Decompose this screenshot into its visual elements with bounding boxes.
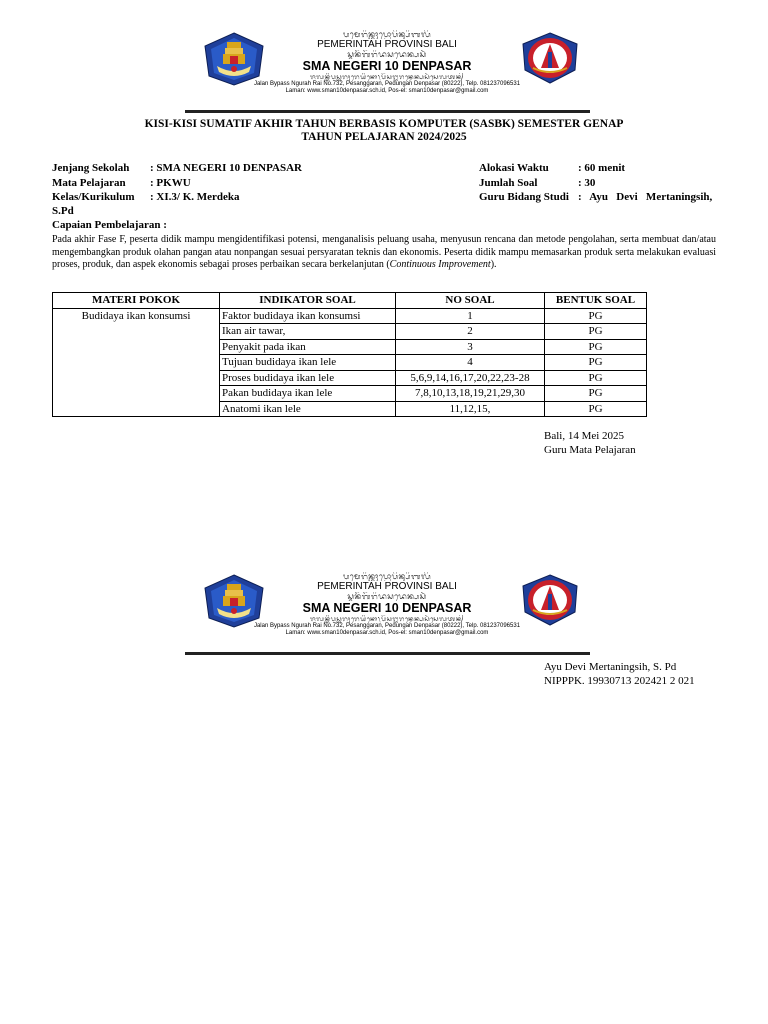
bentuk-soal-cell: PG <box>545 401 647 417</box>
province-name: PEMERINTAH PROVINSI BALI <box>317 581 457 592</box>
col-header-no-soal: NO SOAL <box>396 293 545 309</box>
letterhead-divider <box>185 110 590 113</box>
no-soal-cell: 11,12,15, <box>396 401 545 417</box>
school-name: SMA NEGERI 10 DENPASAR <box>302 601 472 615</box>
bentuk-soal-cell: PG <box>545 308 647 324</box>
no-soal-cell: 2 <box>396 324 545 340</box>
school-address: Jalan Bypass Ngurah Rai No.732, Pesanggaran, Pedungan Denpasar (80222), Telp. 081237096531 <box>253 623 521 629</box>
bentuk-soal-cell: PG <box>545 386 647 402</box>
indikator-cell: Proses budidaya ikan lele <box>220 370 396 386</box>
kisi-kisi-table <box>52 292 647 417</box>
signature-role: Guru Mata Pelajaran <box>544 444 636 456</box>
letterhead-repeat <box>185 572 590 654</box>
bentuk-soal-cell: PG <box>545 324 647 340</box>
balinese-script-line: ᬲ᭄ᬫᬦᭂᬕᭂᬭᬶᬤᬲᬤᬾᬦ᭄ᬧᬲᬃ <box>347 50 427 59</box>
kelas-value: : XI.3/ K. Merdeka <box>150 191 240 203</box>
school-website: Laman: www.sman10denpasar.sch.id, Pos-el: sman10denpasar@gmail.com <box>285 88 489 94</box>
capaian-paragraph <box>52 234 716 272</box>
jenjang-label: Jenjang Sekolah <box>52 162 130 174</box>
bentuk-soal-cell: PG <box>545 355 647 371</box>
document-title <box>52 118 716 144</box>
bentuk-soal-cell: PG <box>545 339 647 355</box>
school-logo-icon <box>521 574 579 626</box>
guru-value-continued: S.Pd <box>52 205 74 217</box>
jumlah-label: Jumlah Soal <box>479 177 538 189</box>
jumlah-value: : 30 <box>578 177 596 189</box>
balinese-script-line: ᬧᬫᬾᬭᬶᬦ᭄ᬢᬄᬧ᭄ᬭᭀᬧᬶᬦ᭄ᬲᬶᬩᬮᬶ <box>342 30 432 39</box>
no-soal-cell: 5,6,9,14,16,17,20,22,23-28 <box>396 370 545 386</box>
table-row <box>53 308 647 324</box>
col-header-indikator: INDIKATOR SOAL <box>220 293 396 309</box>
letterhead-text <box>241 30 533 95</box>
no-soal-cell: 4 <box>396 355 545 371</box>
no-soal-cell: 1 <box>396 308 545 324</box>
school-name: SMA NEGERI 10 DENPASAR <box>302 59 472 73</box>
table-header-row <box>53 293 647 309</box>
letterhead <box>185 30 590 112</box>
signature-name: Ayu Devi Mertaningsih, S. Pd <box>544 661 677 673</box>
indikator-cell: Tujuan budidaya ikan lele <box>220 355 396 371</box>
signature-place-date: Bali, 14 Mei 2025 <box>544 430 625 442</box>
school-address: Jalan Bypass Ngurah Rai No.732, Pesanggaran, Pedungan Denpasar (80222), Telp. 081237096531 <box>253 81 521 87</box>
col-header-bentuk-soal: BENTUK SOAL <box>545 293 647 309</box>
indikator-cell: Ikan air tawar, <box>220 324 396 340</box>
signature-nip: NIPPPK. 19930713 202421 2 021 <box>544 675 695 687</box>
indikator-cell: Penyakit pada ikan <box>220 339 396 355</box>
guru-label: Guru Bidang Studi <box>479 191 569 203</box>
no-soal-cell: 7,8,10,13,18,19,21,29,30 <box>396 386 545 402</box>
materi-cell: Budidaya ikan konsumsi <box>53 308 220 417</box>
letterhead-text <box>241 572 533 637</box>
title-line-1: KISI-KISI SUMATIF AKHIR TAHUN BERBASIS KOMPUTER (SASBK) SEMESTER GENAP <box>144 118 624 130</box>
alokasi-value: : 60 menit <box>578 162 626 174</box>
school-logo-icon <box>521 32 579 84</box>
province-name: PEMERINTAH PROVINSI BALI <box>317 39 457 50</box>
indikator-cell: Anatomi ikan lele <box>220 401 396 417</box>
balinese-script-line: ᬚᬮᬦ᭄ᬩᬶᬧᬲ᭄ᬗᬸᬭᬄᬭᬾᬬᬶᬦᭀ᭞ᬧᭂᬲᬗ᭄ᬕᬭᬦ᭄ᬤᬾᬦ᭄ᬧᬲᬃᬲᬾᬮᬢᬦ᭄ <box>309 73 465 81</box>
balinese-script-line: ᬲ᭄ᬫᬦᭂᬕᭂᬭᬶᬤᬲᬤᬾᬦ᭄ᬧᬲᬃ <box>347 592 427 601</box>
no-soal-cell: 3 <box>396 339 545 355</box>
mapel-label: Mata Pelajaran <box>52 177 126 189</box>
balinese-script-line: ᬧᬫᬾᬭᬶᬦ᭄ᬢᬄᬧ᭄ᬭᭀᬧᬶᬦ᭄ᬲᬶᬩᬮᬶ <box>342 572 432 581</box>
balinese-script-line: ᬚᬮᬦ᭄ᬩᬶᬧᬲ᭄ᬗᬸᬭᬄᬭᬾᬬᬶᬦᭀ᭞ᬧᭂᬲᬗ᭄ᬕᬭᬦ᭄ᬤᬾᬦ᭄ᬧᬲᬃᬲᬾᬮᬢᬦ᭄ <box>309 615 465 623</box>
capaian-text: Pada akhir Fase F, peserta didik mampu mengidentifikasi potensi, menganalisis peluang usaha, menyusun rencana dan metode pengolahan, serta membuat dan/atau mengembangkan produk olahan pangan atau nonpangan sesuai persyaratan teknis dan ekonomis. Peserta didik mampu memasarkan produk serta melakukan evaluasi proses, produk, dan aspek ekonomis sebagai proses perbaikan secara berkelanjutan ( <box>52 234 716 270</box>
indikator-cell: Faktor budidaya ikan konsumsi <box>220 308 396 324</box>
school-website: Laman: www.sman10denpasar.sch.id, Pos-el: sman10denpasar@gmail.com <box>285 630 489 636</box>
letterhead-divider <box>185 652 590 655</box>
bentuk-soal-cell: PG <box>545 370 647 386</box>
mapel-value: : PKWU <box>150 177 191 189</box>
capaian-heading: Capaian Pembelajaran : <box>52 219 167 231</box>
jenjang-value: : SMA NEGERI 10 DENPASAR <box>150 162 302 174</box>
capaian-italic: Continuous Improvement <box>389 259 491 270</box>
title-line-2: TAHUN PELAJARAN 2024/2025 <box>301 131 467 143</box>
alokasi-label: Alokasi Waktu <box>479 162 549 174</box>
capaian-text-end: ). <box>490 259 497 270</box>
col-header-materi: MATERI POKOK <box>53 293 220 309</box>
guru-value: : Ayu Devi Mertaningsih, <box>578 191 713 203</box>
indikator-cell: Pakan budidaya ikan lele <box>220 386 396 402</box>
kelas-label: Kelas/Kurikulum <box>52 191 135 203</box>
